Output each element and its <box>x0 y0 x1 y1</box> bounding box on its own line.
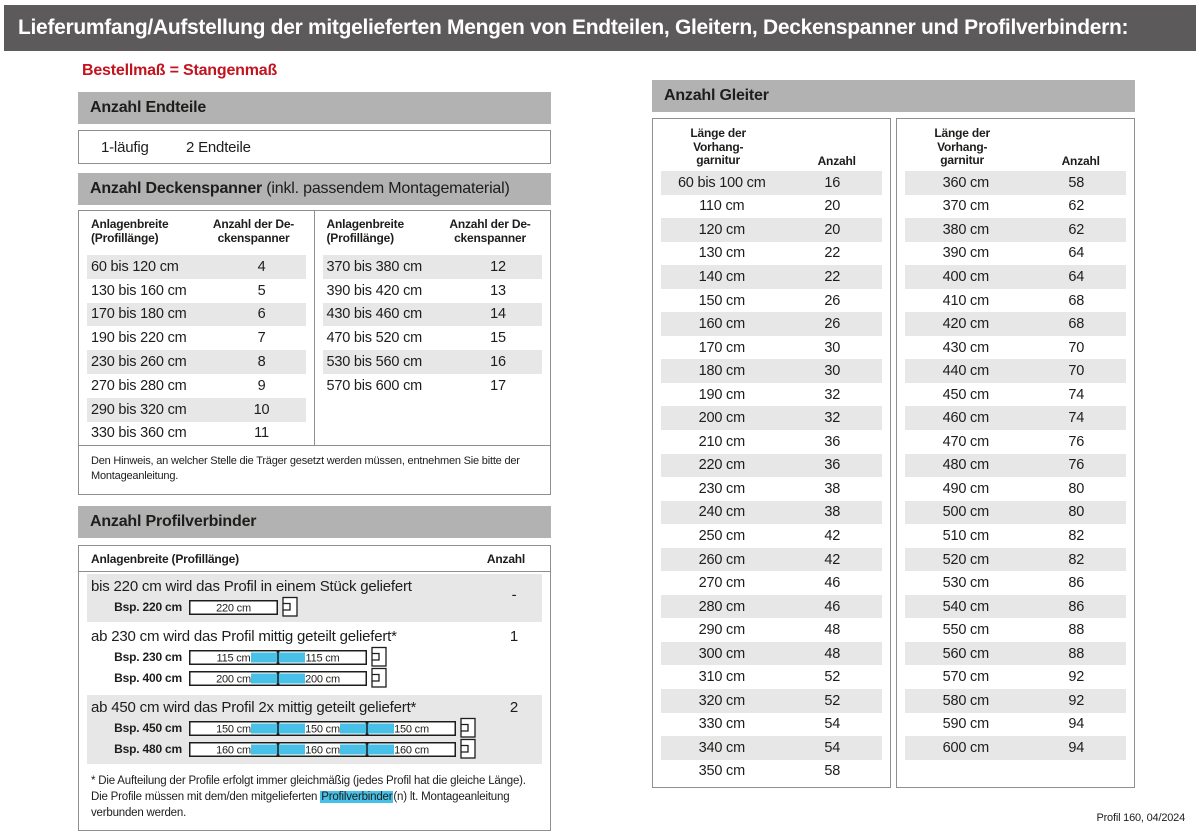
svg-text:150 cm: 150 cm <box>216 723 251 736</box>
table-row <box>661 713 882 737</box>
range-cell: 190 bis 220 cm <box>91 330 187 347</box>
length-cell: 260 cm <box>698 551 745 568</box>
col-anlagenbreite: Anlagenbreite (Profillänge) <box>326 217 404 245</box>
length-cell: 240 cm <box>698 504 745 521</box>
length-cell: 230 cm <box>698 480 745 497</box>
table-row <box>905 548 1126 572</box>
right-column <box>652 80 1135 788</box>
table-row <box>661 195 882 219</box>
table-row <box>905 265 1126 289</box>
table-row <box>905 618 1126 642</box>
count-cell: 88 <box>1068 622 1085 639</box>
range-cell: 370 bis 380 cm <box>326 258 423 275</box>
length-cell: 590 cm <box>942 716 989 733</box>
profile-example <box>79 668 550 688</box>
count-cell: 38 <box>824 480 841 497</box>
length-cell: 160 cm <box>698 316 745 333</box>
gleiter-left-table <box>652 118 891 788</box>
range-cell: 270 bis 280 cm <box>91 377 187 394</box>
col-laenge: Länge der Vorhang- garnitur <box>690 126 746 167</box>
count-cell: 30 <box>824 363 841 380</box>
table-row <box>661 312 882 336</box>
count-cell: 64 <box>1068 245 1085 262</box>
table-row <box>905 642 1126 666</box>
profile-example <box>79 647 550 667</box>
count-cell: 14 <box>490 306 506 323</box>
count-cell: 62 <box>1068 198 1085 215</box>
count-cell: 22 <box>824 245 841 262</box>
svg-text:200 cm: 200 cm <box>305 673 340 686</box>
count-cell: 16 <box>824 174 841 191</box>
table-row <box>905 242 1126 266</box>
length-cell: 190 cm <box>698 386 745 403</box>
length-cell: 330 cm <box>698 716 745 733</box>
table-row <box>661 665 882 689</box>
count-cell: 70 <box>1068 363 1085 380</box>
length-cell: 460 cm <box>942 410 989 427</box>
deckenspanner-left-rows <box>79 255 314 445</box>
range-cell: 230 bis 260 cm <box>91 354 187 371</box>
length-cell: 500 cm <box>942 504 989 521</box>
length-cell: 120 cm <box>698 221 745 238</box>
table-row <box>905 477 1126 501</box>
length-cell: 450 cm <box>942 386 989 403</box>
profilverbinder-row <box>79 624 550 693</box>
col-laenge: Länge der Vorhang- garnitur <box>934 126 990 167</box>
table-row <box>661 571 882 595</box>
example-label: Bsp. 230 cm <box>114 649 182 664</box>
svg-text:115 cm: 115 cm <box>216 652 251 665</box>
table-row <box>661 524 882 548</box>
length-cell: 350 cm <box>698 763 745 780</box>
table-row <box>905 689 1126 713</box>
count-cell: 20 <box>824 198 841 215</box>
length-cell: 300 cm <box>698 645 745 662</box>
deckenspanner-right <box>315 211 551 445</box>
table-row <box>87 279 306 303</box>
table-row <box>323 350 543 374</box>
table-row <box>661 406 882 430</box>
svg-text:200 cm: 200 cm <box>216 673 251 686</box>
range-cell: 290 bis 320 cm <box>91 401 187 418</box>
table-row <box>661 454 882 478</box>
count-cell: 36 <box>824 457 841 474</box>
svg-text:150 cm: 150 cm <box>305 723 340 736</box>
length-cell: 420 cm <box>942 316 989 333</box>
table-row <box>661 242 882 266</box>
table-row <box>323 255 543 279</box>
table-row <box>905 289 1126 313</box>
count-cell: 42 <box>824 551 841 568</box>
profile-example <box>87 597 542 617</box>
svg-text:160 cm: 160 cm <box>305 744 340 757</box>
profilverbinder-row <box>87 695 542 764</box>
svg-text:115 cm: 115 cm <box>305 652 340 665</box>
table-row <box>905 524 1126 548</box>
section-title: Anzahl Deckenspanner <box>90 180 263 197</box>
range-cell: 170 bis 180 cm <box>91 306 187 323</box>
count-cell: 11 <box>254 425 269 442</box>
table-row <box>905 713 1126 737</box>
col-anlagenbreite: Anlagenbreite (Profillänge) <box>91 217 169 245</box>
table-row <box>661 548 882 572</box>
count-cell: 9 <box>257 377 266 394</box>
count-cell: 92 <box>1068 669 1085 686</box>
count-cell: 36 <box>824 433 841 450</box>
length-cell: 490 cm <box>942 480 989 497</box>
document-version: Profil 160, 04/2024 <box>1096 812 1185 824</box>
table-row <box>905 736 1126 760</box>
count-cell: 86 <box>1068 575 1085 592</box>
length-cell: 150 cm <box>698 292 745 309</box>
count-cell: 7 <box>257 330 266 347</box>
range-cell: 390 bis 420 cm <box>326 282 423 299</box>
table-row <box>323 326 543 350</box>
range-cell: 60 bis 120 cm <box>91 258 179 275</box>
col-anzahl-deckenspanner: Anzahl der De- ckenspanner <box>212 217 295 245</box>
range-cell: 570 bis 600 cm <box>326 377 423 394</box>
table-row <box>905 454 1126 478</box>
table-row <box>661 383 882 407</box>
col-anzahl: Anzahl <box>1061 153 1100 168</box>
count-cell: 46 <box>824 575 841 592</box>
count-cell: 94 <box>1068 716 1085 733</box>
length-cell: 220 cm <box>698 457 745 474</box>
table-row <box>661 336 882 360</box>
table-row <box>87 422 306 446</box>
table-row <box>661 359 882 383</box>
footnote-highlight: Profilverbinder <box>321 791 393 804</box>
table-row <box>661 289 882 313</box>
table-row <box>661 430 882 454</box>
svg-text:220 cm: 220 cm <box>216 602 251 615</box>
profile-example <box>87 718 542 738</box>
table-header <box>79 211 314 255</box>
count-cell: 82 <box>1068 527 1085 544</box>
length-cell: 540 cm <box>942 598 989 615</box>
count-cell: 92 <box>1068 692 1085 709</box>
table-row <box>661 642 882 666</box>
length-cell: 340 cm <box>698 739 745 756</box>
profile-example <box>87 739 542 759</box>
length-cell: 440 cm <box>942 363 989 380</box>
example-label: Bsp. 480 cm <box>114 741 182 756</box>
table-row <box>661 736 882 760</box>
gleiter-tables <box>652 118 1135 788</box>
profile-bar-diagram <box>189 596 299 618</box>
count-cell: 58 <box>1068 174 1085 191</box>
length-cell: 470 cm <box>942 433 989 450</box>
table-row <box>323 374 543 398</box>
table-row <box>661 218 882 242</box>
count-cell: 58 <box>824 763 841 780</box>
length-cell: 390 cm <box>942 245 989 262</box>
range-cell: 330 bis 360 cm <box>91 425 187 442</box>
length-cell: 570 cm <box>942 669 989 686</box>
table-row <box>661 265 882 289</box>
table-header <box>653 119 890 171</box>
count-cell: - <box>511 586 517 604</box>
table-row <box>905 406 1126 430</box>
left-column <box>78 62 551 831</box>
table-row <box>905 195 1126 219</box>
table-header <box>897 119 1134 171</box>
table-row <box>323 279 543 303</box>
length-cell: 270 cm <box>698 575 745 592</box>
rule-text: ab 450 cm wird das Profil 2x mittig geteilt geliefert* <box>91 698 417 716</box>
footnote-text: * Die Aufteilung der Profile erfolgt immer gleichmäßig (jedes Profil hat die gleiche Länge). Die Profile müssen mit dem/den mitgelieferten <box>91 774 526 804</box>
example-label: Bsp. 400 cm <box>114 670 182 685</box>
length-cell: 480 cm <box>942 457 989 474</box>
profile-bar-diagram <box>189 717 477 739</box>
length-cell: 430 cm <box>942 339 989 356</box>
deckenspanner-right-rows <box>315 255 551 398</box>
count-cell: 86 <box>1068 598 1085 615</box>
table-row <box>905 501 1126 525</box>
table-row <box>87 326 306 350</box>
length-cell: 400 cm <box>942 268 989 285</box>
length-cell: 410 cm <box>942 292 989 309</box>
length-cell: 520 cm <box>942 551 989 568</box>
svg-text:150 cm: 150 cm <box>394 723 429 736</box>
example-label: Bsp. 220 cm <box>114 599 182 614</box>
count-cell: 26 <box>824 316 841 333</box>
deckenspanner-table <box>78 210 551 495</box>
count-cell: 74 <box>1068 386 1085 403</box>
count-cell: 52 <box>824 692 841 709</box>
count-cell: 12 <box>490 258 506 275</box>
count-cell: 2 <box>509 698 519 716</box>
section-subtitle: (inkl. passendem Montagematerial) <box>262 180 510 197</box>
profile-bar-diagram <box>189 646 388 668</box>
col-anzahl: Anzahl <box>817 153 856 168</box>
range-cell: 430 bis 460 cm <box>326 306 423 323</box>
count-cell: 80 <box>1068 504 1085 521</box>
count-cell: 94 <box>1068 739 1085 756</box>
length-cell: 310 cm <box>698 669 745 686</box>
count-cell: 4 <box>257 258 266 275</box>
table-row <box>905 218 1126 242</box>
count-cell: 70 <box>1068 339 1085 356</box>
length-cell: 580 cm <box>942 692 989 709</box>
count-cell: 48 <box>824 645 841 662</box>
profilverbinder-table <box>78 545 551 831</box>
count-cell: 30 <box>824 339 841 356</box>
page-title: Lieferumfang/Aufstellung der mitgelieferten Mengen von Endteilen, Gleitern, Deckenspanner und Profilverbindern: <box>4 5 1196 51</box>
count-cell: 15 <box>490 330 506 347</box>
endteile-table <box>78 130 551 164</box>
deckenspanner-left <box>79 211 315 445</box>
endteile-count: 2 Endteile <box>186 138 251 156</box>
length-cell: 250 cm <box>698 527 745 544</box>
length-cell: 200 cm <box>698 410 745 427</box>
count-cell: 20 <box>824 221 841 238</box>
table-row <box>905 665 1126 689</box>
length-cell: 560 cm <box>942 645 989 662</box>
count-cell: 52 <box>824 669 841 686</box>
count-cell: 54 <box>824 739 841 756</box>
count-cell: 80 <box>1068 480 1085 497</box>
table-row <box>905 383 1126 407</box>
count-cell: 76 <box>1068 433 1085 450</box>
count-cell: 54 <box>824 716 841 733</box>
length-cell: 360 cm <box>942 174 989 191</box>
section-header-gleiter: Anzahl Gleiter <box>652 80 1135 112</box>
table-row <box>661 618 882 642</box>
range-cell: 130 bis 160 cm <box>91 282 187 299</box>
table-row <box>661 477 882 501</box>
count-cell: 62 <box>1068 221 1085 238</box>
endteile-run-label: 1-läufig <box>101 138 149 156</box>
length-cell: 380 cm <box>942 221 989 238</box>
range-cell: 530 bis 560 cm <box>326 354 423 371</box>
gleiter-right-table <box>896 118 1135 788</box>
length-cell: 170 cm <box>698 339 745 356</box>
section-header-deckenspanner <box>78 173 551 205</box>
length-cell: 530 cm <box>942 575 989 592</box>
table-row <box>87 303 306 327</box>
count-cell: 5 <box>257 282 266 299</box>
svg-text:160 cm: 160 cm <box>394 744 429 757</box>
length-cell: 550 cm <box>942 622 989 639</box>
length-cell: 130 cm <box>698 245 745 262</box>
deckenspanner-columns <box>79 211 550 446</box>
table-row <box>79 131 550 163</box>
length-cell: 110 cm <box>699 198 745 215</box>
count-cell: 1 <box>509 627 519 645</box>
length-cell: 180 cm <box>698 363 745 380</box>
count-cell: 68 <box>1068 292 1085 309</box>
count-cell: 74 <box>1068 410 1085 427</box>
table-row <box>905 336 1126 360</box>
length-cell: 60 bis 100 cm <box>677 174 766 191</box>
table-row <box>905 312 1126 336</box>
profile-bar-diagram <box>189 738 477 760</box>
col-anzahl: Anzahl <box>486 551 526 566</box>
count-cell: 26 <box>824 292 841 309</box>
count-cell: 64 <box>1068 268 1085 285</box>
count-cell: 32 <box>824 410 841 427</box>
count-cell: 76 <box>1068 457 1085 474</box>
table-row <box>905 171 1126 195</box>
profilverbinder-footnote <box>79 766 550 830</box>
table-row <box>661 689 882 713</box>
count-cell: 42 <box>824 527 841 544</box>
example-label: Bsp. 450 cm <box>114 720 182 735</box>
length-cell: 280 cm <box>698 598 745 615</box>
count-cell: 10 <box>253 401 270 418</box>
length-cell: 290 cm <box>698 622 745 639</box>
count-cell: 32 <box>824 386 841 403</box>
footnote-text: (n) lt. Montageanleitung verbunden werden. <box>91 791 510 820</box>
count-cell: 6 <box>257 306 266 323</box>
count-cell: 82 <box>1068 551 1085 568</box>
count-cell: 8 <box>257 354 266 371</box>
table-header <box>79 546 550 572</box>
table-row <box>87 350 306 374</box>
count-cell: 88 <box>1068 645 1085 662</box>
svg-text:160 cm: 160 cm <box>216 744 251 757</box>
table-row <box>905 571 1126 595</box>
gleiter-left-rows <box>653 171 890 783</box>
col-anzahl-deckenspanner: Anzahl der De- ckenspanner <box>449 217 531 245</box>
profile-bar-diagram <box>189 667 388 689</box>
length-cell: 510 cm <box>942 527 989 544</box>
table-row <box>87 255 306 279</box>
table-row <box>905 430 1126 454</box>
table-row <box>87 398 306 422</box>
gleiter-right-rows <box>897 171 1134 760</box>
count-cell: 17 <box>490 377 506 394</box>
length-cell: 140 cm <box>698 268 745 285</box>
length-cell: 320 cm <box>698 692 745 709</box>
count-cell: 68 <box>1068 316 1085 333</box>
table-row <box>87 374 306 398</box>
col-anlagenbreite: Anlagenbreite (Profillänge) <box>91 551 239 566</box>
length-cell: 600 cm <box>942 739 989 756</box>
count-cell: 48 <box>824 622 841 639</box>
table-row <box>661 595 882 619</box>
count-cell: 16 <box>490 354 506 371</box>
range-cell: 470 bis 520 cm <box>326 330 423 347</box>
table-row <box>661 760 882 784</box>
section-header-endteile: Anzahl Endteile <box>78 92 551 124</box>
table-row <box>661 501 882 525</box>
count-cell: 46 <box>824 598 841 615</box>
section-header-profilverbinder: Anzahl Profilverbinder <box>78 506 551 538</box>
table-row <box>323 303 543 327</box>
count-cell: 22 <box>824 268 841 285</box>
count-cell: 38 <box>824 504 841 521</box>
deckenspanner-note: Den Hinweis, an welcher Stelle die Träger gesetzt werden müssen, entnehmen Sie bitte der Montageanleitung. <box>91 455 520 483</box>
table-row <box>905 595 1126 619</box>
count-cell: 13 <box>490 282 506 299</box>
table-row <box>905 359 1126 383</box>
length-cell: 210 cm <box>698 433 745 450</box>
rule-text: bis 220 cm wird das Profil in einem Stück geliefert <box>91 577 412 595</box>
profilverbinder-row <box>87 574 542 622</box>
rule-text: ab 230 cm wird das Profil mittig geteilt geliefert* <box>91 627 397 645</box>
order-measure-note: Bestellmaß = Stangenmaß <box>82 62 278 79</box>
length-cell: 370 cm <box>942 198 989 215</box>
table-row <box>661 171 882 195</box>
table-header <box>315 211 551 255</box>
